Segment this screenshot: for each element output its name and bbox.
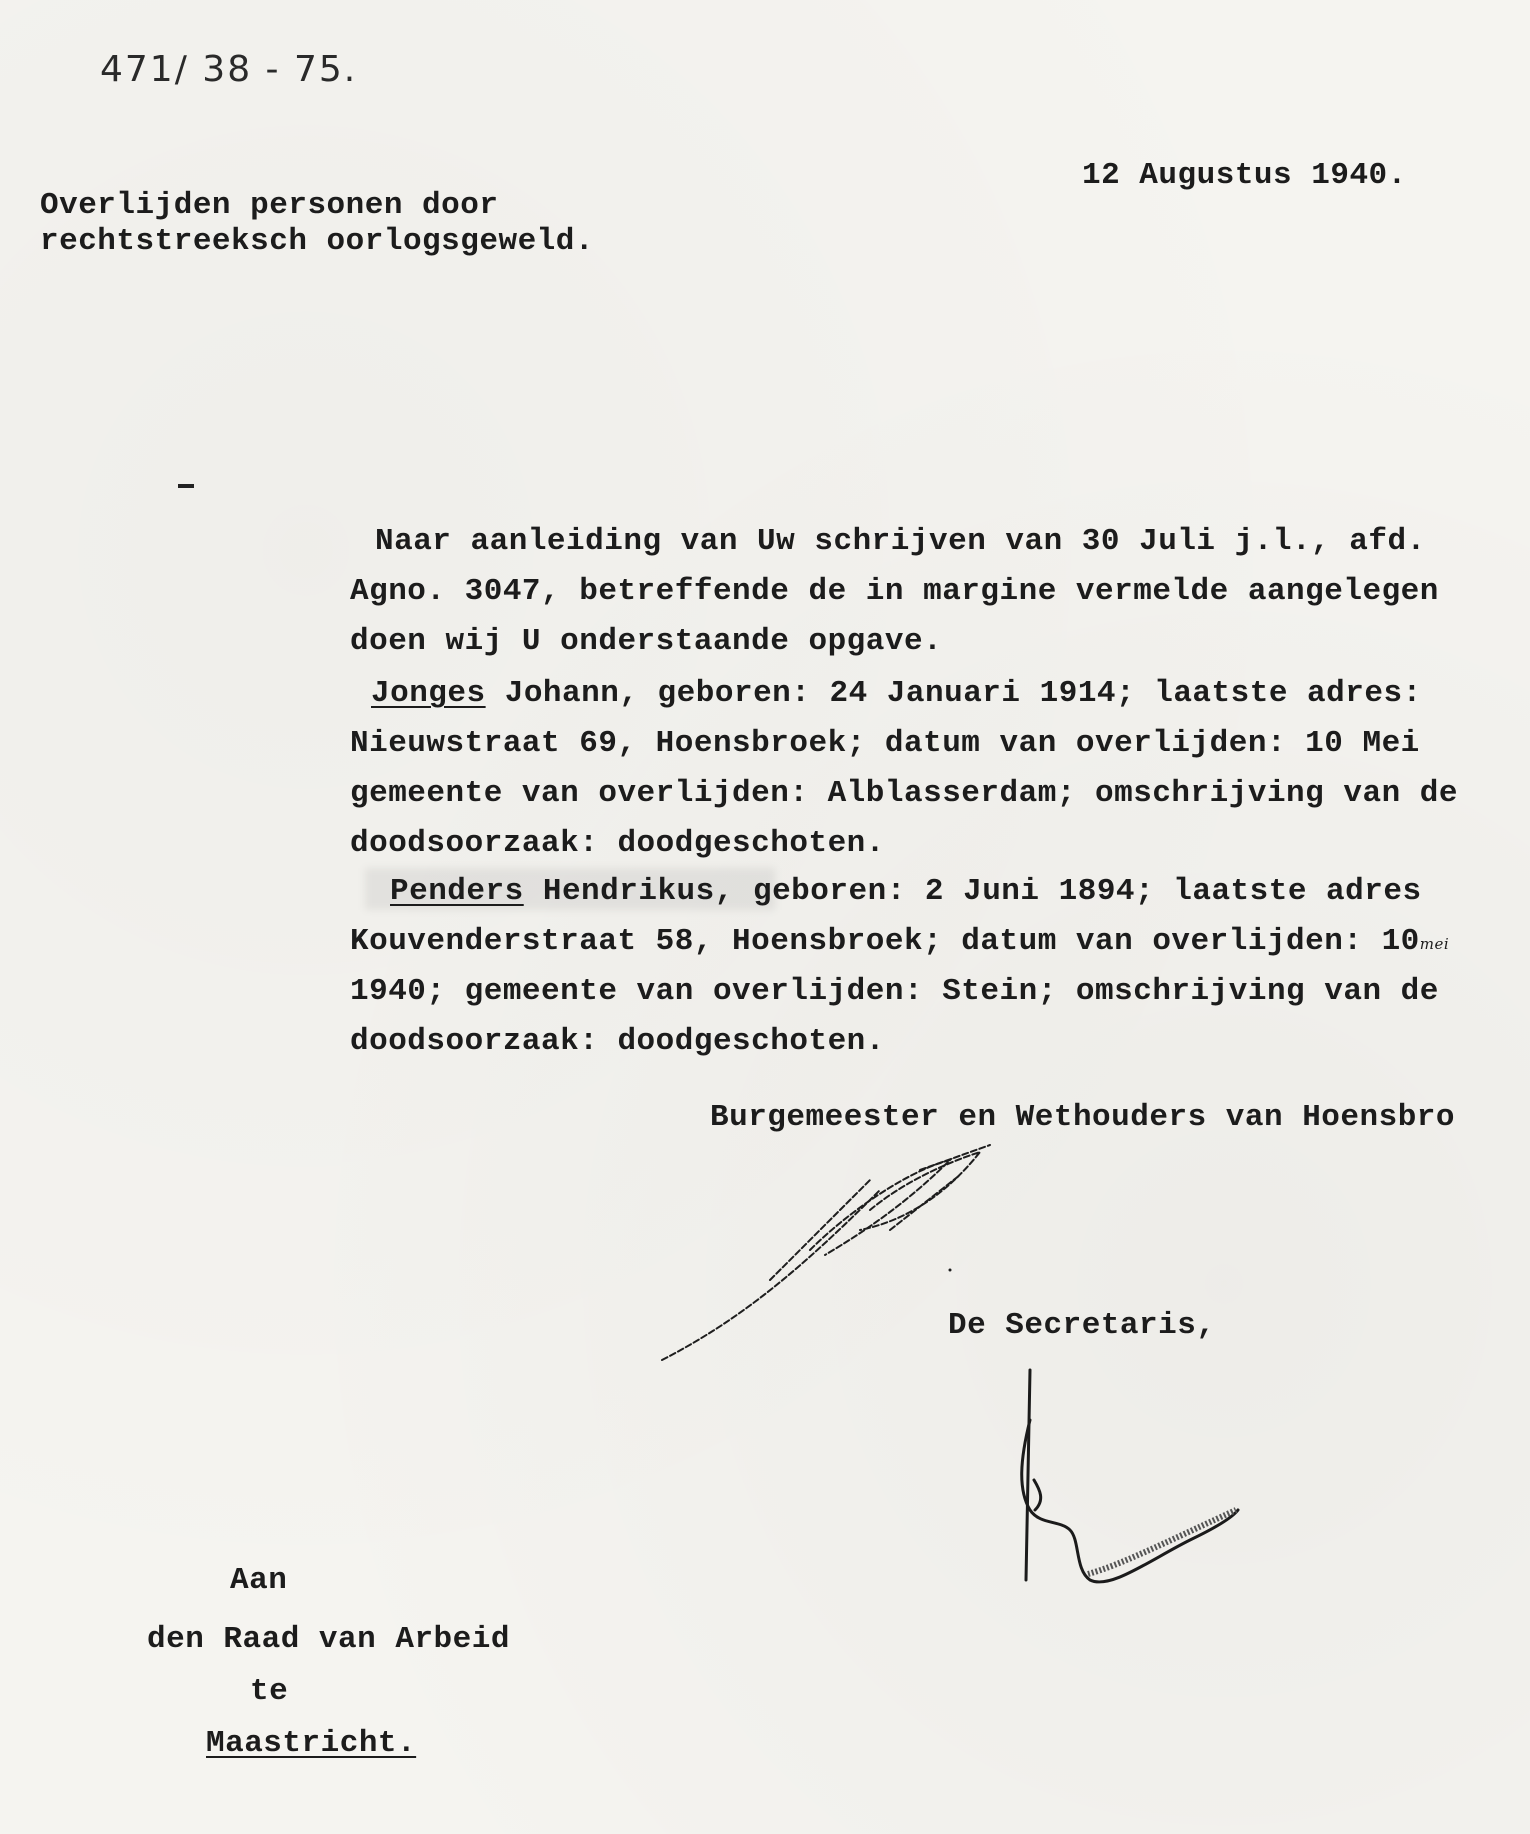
body-intro-line-3: doen wij U onderstaande opgave. bbox=[350, 624, 943, 659]
person2-line-3: 1940; gemeente van overlijden: Stein; omschrijving van de bbox=[350, 974, 1439, 1009]
handwritten-note-mei: mei bbox=[1419, 935, 1450, 953]
body-intro-line-2: Agno. 3047, betreffende de in margine vermelde aangelegen bbox=[350, 574, 1439, 609]
secretary-signature bbox=[1000, 1360, 1260, 1600]
reference-number: 471/ 38 - 75. bbox=[100, 49, 358, 90]
closing-signatory: Burgemeester en Wethouders van Hoensbro bbox=[710, 1100, 1456, 1135]
address-line-1: Aan bbox=[230, 1563, 288, 1598]
person2-line-4: doodsoorzaak: doodgeschoten. bbox=[350, 1024, 885, 1059]
subject-line-2: rechtstreeksch oorlogsgeweld. bbox=[40, 224, 594, 259]
person1-line-1: Jonges Johann, geboren: 24 Januari 1914; laatste adres: bbox=[371, 676, 1422, 711]
person2-line-1: Penders Hendrikus, geboren: 2 Juni 1894; laatste adres bbox=[390, 874, 1422, 909]
person1-line-4: doodsoorzaak: doodgeschoten. bbox=[350, 826, 885, 861]
person2-line-2: Kouvenderstraat 58, Hoensbroek; datum van overlijden: 10mei bbox=[350, 924, 1450, 959]
person1-surname: Jonges bbox=[371, 676, 486, 711]
address-line-3: te bbox=[250, 1674, 289, 1709]
margin-mark bbox=[178, 484, 194, 488]
body-intro-line-1: Naar aanleiding van Uw schrijven van 30 Juli j.l., afd. bbox=[375, 524, 1426, 559]
subject-line-1: Overlijden personen door bbox=[40, 188, 499, 223]
person1-line-3: gemeente van overlijden: Alblasserdam; omschrijving van de bbox=[350, 776, 1458, 811]
person2-surname: Penders bbox=[390, 874, 524, 909]
address-line-4: Maastricht. bbox=[206, 1726, 417, 1761]
address-line-2: den Raad van Arbeid bbox=[147, 1622, 510, 1657]
letter-date: 12 Augustus 1940. bbox=[1082, 158, 1407, 193]
closing-secretary: De Secretaris, bbox=[948, 1308, 1216, 1343]
person1-line-2: Nieuwstraat 69, Hoensbroek; datum van overlijden: 10 Mei bbox=[350, 726, 1420, 761]
